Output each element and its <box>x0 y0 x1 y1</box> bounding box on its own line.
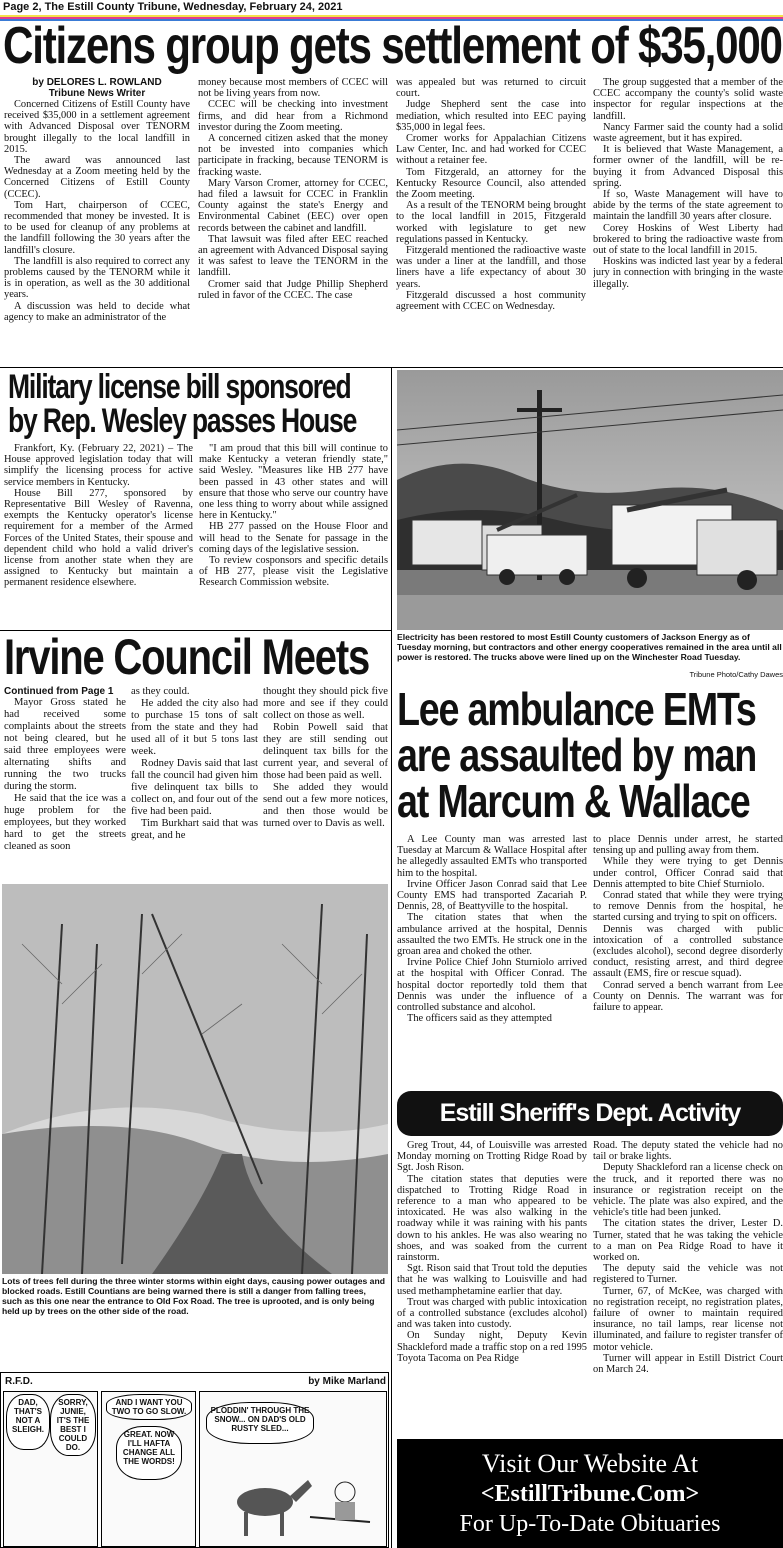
paragraph: Trout was charged with public intoxication of a controlled substance (excludes alcohol) and was taken into custody. <box>397 1296 587 1331</box>
story2-headline-box <box>4 370 388 440</box>
paragraph: A discussion was held to decide what agency to make an administrator of the <box>4 300 190 323</box>
paragraph: Cromer works for Appalachian Citizens Law Center, Inc. and had worked for CCEC without a retainer fee. <box>396 133 586 167</box>
paragraph: Judge Shepherd sent the case into mediation, which resulted into EEC paying $35,000 in legal fees. <box>396 99 586 133</box>
paragraph: That lawsuit was filed after EEC reached an agreement with Advanced Disposal saying it was safest to leave the TENORM in the landfill. <box>198 233 388 279</box>
story3-headline: Irvine Council Meets <box>4 632 369 684</box>
speech-bubble: DAD, THAT'S NOT A SLEIGH. <box>6 1394 50 1450</box>
paragraph: CCEC will be checking into investment firms, and did hear from a Richmond investor during the Zoom meeting. <box>198 99 388 133</box>
column-divider <box>391 368 392 1548</box>
paragraph: Turner, 67, of McKee, was charged with no registration receipt, no registration plates, failure of owner to maintain required insurance, no tail lamps, rear license not illuminated, and failure to register transfer of motor vehicle. <box>593 1285 783 1353</box>
comic-author: by Mike Marland <box>308 1376 386 1387</box>
paragraph: Hoskins was indicted last year by a federal jury in connection with bringing in the waste illegally. <box>593 256 783 290</box>
paragraph: Nancy Farmer said the county had a solid waste agreement, but it has expired. <box>593 121 783 145</box>
paragraph: to place Dennis under arrest, he started tensing up and pulling away from them. <box>593 834 783 857</box>
sheriff-col1 <box>397 1140 587 1436</box>
horse-and-sled-drawing <box>220 1462 380 1542</box>
speech-bubble: PLODDIN' THROUGH THE SNOW... ON DAD'S OLD RUSTY SLED... <box>206 1402 314 1444</box>
story3-headline-box <box>4 632 388 684</box>
story2-col1 <box>4 443 193 628</box>
paragraph: Tom Hart, chairperson of CCEC, recommended that money be invested. It is to be used for cleanup of any problems at the landfill following the 30 years after the landfill's closure. <box>4 199 190 256</box>
paragraph: Dennis was charged with public intoxication of a controlled substance (excludes alcohol), second degree disorderly conduct, resisting arrest, and third degree assault (EMS, fire or rescue squad). <box>593 923 783 980</box>
story4-headline-line1: Lee ambulance EMTs <box>397 686 756 735</box>
paragraph: Deputy Shackleford ran a license check on the truck, and it reported there was no insurance or registration receipt on the vehicle. The plate was also expired, and the vehicle's title had been junked. <box>593 1162 783 1219</box>
paragraph: Corey Hoskins of West Liberty had brokered to bring the radioactive waste from out of state to the local landfill in 2015. <box>593 222 783 257</box>
paragraph: Conrad served a bench warrant from Lee County on Dennis. The warrant was for failure to appear. <box>593 979 783 1014</box>
divider <box>0 630 391 631</box>
paragraph: A concerned citizen asked that the money not be invested into companies which participate in fracking, because TENORM is fracking waste. <box>198 133 388 178</box>
paragraph: Irvine Police Chief John Sturniolo arrived at the hospital with Officer Conrad. The hospital doctor reportedly told them that Dennis was under the influence of a controlled substance and alcohol. <box>397 957 587 1014</box>
paragraph: To review cosponsors and specific details of HB 277, please visit the Legislative Research Commission website. <box>199 555 388 589</box>
paragraph: money because most members of CCEC will not be living years from now. <box>198 77 388 100</box>
paragraph: The deputy said the vehicle was not registered to Turner. <box>593 1263 783 1286</box>
paragraph: Sgt. Rison said that Trout told the deputies that he was walking to Louisville and had used methamphetamine earlier that day. <box>397 1263 587 1297</box>
paragraph: Mayor Gross stated he had received some complaints about the streets not being cleared, but he said three employees were alternating shifts and running the two trucks during the storm. <box>4 697 126 792</box>
paragraph: While they were trying to get Dennis under control, Officer Conrad said that Dennis attempted to bite Chief Sturniolo. <box>593 856 783 890</box>
ad-line-1: Visit Our Website At <box>481 1449 699 1478</box>
paragraph: as they could. <box>131 686 190 697</box>
fallen-tree-caption: Lots of trees fell during the three winter storms within eight days, causing power outages and blocked roads. Estill Countians are being warned there is still a danger from falling trees, such as this one near the entrance to Old Fox Road. The tree is uprooted, and is only being held up by trees on the other side of the road. <box>2 1276 385 1316</box>
paragraph: The officers said as they attempted <box>407 1013 552 1025</box>
paragraph: The award was announced last Wednesday at a Zoom meeting held by the Concerned Citizens of Estill County (CCEC). <box>4 155 190 200</box>
paragraph: A Lee County man was arrested last Tuesday at Marcum & Wallace Hospital after he allegedly assaulted EMTs who transported him to the hospital. <box>397 834 587 879</box>
rfd-comic-strip <box>0 1372 389 1548</box>
fallen-tree-photo <box>2 884 388 1274</box>
byline-title: Tribune News Writer <box>48 88 146 99</box>
byline-name: by DELORES L. ROWLAND <box>32 77 162 88</box>
paragraph: She added they would send out a few more notices, and then those would be turned over to Davis as well. <box>263 782 388 829</box>
jump-line: Continued from Page 1 <box>4 686 114 697</box>
paragraph: Greg Trout, 44, of Louisville was arrested Monday morning on Trotting Ridge Road by Sgt. Josh Rison. <box>397 1140 587 1174</box>
story1-col1 <box>4 77 190 367</box>
paragraph: "I am proud that this bill will continue to make Kentucky a veteran friendly state," said Wesley. "Measures like HB 277 have been passed in 43 other states and will ensure that those who serve our country have one less thing to worry about while assigned here in Kentucky." <box>199 443 388 522</box>
story2-headline-line2: by Rep. Wesley passes House <box>8 402 357 440</box>
story1-col2 <box>198 77 388 367</box>
paragraph: was appealed but was returned to circuit court. <box>396 77 586 100</box>
story3-col2 <box>131 686 258 881</box>
speech-bubble: AND I WANT YOU TWO TO GO SLOW. <box>106 1394 192 1420</box>
paragraph: Conrad stated that while they were trying to remove Dennis from the hospital, he started cursing and trying to spit on officers. <box>593 890 783 924</box>
comic-panel-3 <box>199 1391 387 1547</box>
folio-line: Page 2, The Estill County Tribune, Wednesday, February 24, 2021 <box>3 1 343 13</box>
story1-headline: Citizens group gets settlement of $35,000 <box>3 20 782 75</box>
paragraph: If so, Waste Management will have to abide by the terms of the state agreement to maintain the landfill 30 years after closure. <box>593 189 783 223</box>
paragraph: thought they should pick five more and see if they could collect on those as well. <box>263 686 388 721</box>
story4-headline-line2: are assaulted by man <box>397 729 757 781</box>
website-ad <box>397 1439 783 1548</box>
paragraph: Mary Varson Cromer, attorney for CCEC, had filed a lawsuit for CCEC in Franklin County against the state's Energy and Environmental Cabinet (EEC) over open records between the cabinet and landfill. <box>198 177 388 234</box>
paragraph: The citation states that when the ambulance arrived at the hospital, Dennis assaulted the two EMTs. He struck one in the groan area and choked the other. <box>397 912 587 958</box>
paragraph: Concerned Citizens of Estill County have received $35,000 in a settlement agreement with Advanced Disposal over TENORM brought illegally to the local landfill in 2015. <box>4 99 190 155</box>
paragraph: The group suggested that a member of the CCEC accompany the county's solid waste inspector for regular inspections at the landfill. <box>593 77 783 122</box>
paragraph: Tim Burkhart said that was great, and he <box>131 818 258 841</box>
paragraph: It is believed that Waste Management, a former owner of the landfill, will be re-buying it from Advanced Disposal this spring. <box>593 144 783 189</box>
paragraph: Road. The deputy stated the vehicle had no tail or brake lights. <box>593 1140 783 1163</box>
paragraph: Cromer said that Judge Phillip Shepherd ruled in favor of the CCEC. The case <box>198 278 388 301</box>
story4-col2 <box>593 834 783 1086</box>
comic-panel-2 <box>101 1391 196 1547</box>
power-trucks-caption: Electricity has been restored to most Estill County customers of Jackson Energy as of Tuesday morning, but contractors and other energy cooperatives remained in the area until all power is restored. The trucks above were lined up on the Winchester Road Tuesday. <box>397 632 782 662</box>
story3-col3 <box>263 686 388 881</box>
paragraph: Tom Fitzgerald, an attorney for the Kentucky Resource Council, also attended the Zoom meeting. <box>396 166 586 201</box>
story1-col3 <box>396 77 586 367</box>
story1-col4 <box>593 77 783 367</box>
paragraph: The landfill is also required to correct any problems caused by the TENORM while it is in operation, as well as the 30 additional years. <box>4 255 190 301</box>
story3-col1 <box>4 686 126 881</box>
paragraph: He said that the ice was a huge problem for the employees, but they worked hard to get the streets cleaned as soon <box>4 793 126 852</box>
paragraph: Irvine Officer Jason Conrad said that Lee County EMS had transported Zacariah P. Dennis, 28, of Beattyville to the hospital. <box>397 878 587 913</box>
story2-col2 <box>199 443 388 628</box>
comic-panel-1 <box>3 1391 98 1547</box>
comic-title: R.F.D. <box>5 1376 33 1387</box>
paragraph: As a result of the TENORM being brought to the local landfill in 2015, Fitzgerald worked with legislature to get new regulations passed in Kentucky. <box>396 200 586 245</box>
story4-headline-box <box>397 686 783 826</box>
paragraph: Fitzgerald mentioned the radioactive waste was under a liner at the landfill, and those liners have a life expectancy of about 30 years. <box>396 245 586 290</box>
ad-line-3: For Up-To-Date Obituaries <box>459 1511 721 1537</box>
sheriff-col2 <box>593 1140 783 1436</box>
ad-website-link[interactable]: <EstillTribune.Com> <box>480 1481 700 1507</box>
speech-bubble: SORRY, JUNIE, IT'S THE BEST I COULD DO. <box>50 1394 96 1456</box>
paragraph: He added the city also had to purchase 15 tons of salt from the state and they had used all of it but 5 tons last week. <box>131 698 258 757</box>
speech-bubble: GREAT. NOW I'LL HAFTA CHANGE ALL THE WORDS! <box>116 1426 182 1480</box>
story1-headline-box <box>3 20 783 76</box>
story4-headline-line3: at Marcum & Wallace <box>397 775 750 826</box>
paragraph: The citation states that deputies were dispatched to Trotting Ridge Road in reference to a man who appeared to be intoxicated. He was also walking in the roadway while it was raining with his pants down to his ankles. He was also wearing no shoes, and was soaked from the current rainstorm. <box>397 1173 587 1264</box>
paragraph: On Sunday night, Deputy Kevin Shackleford made a traffic stop on a red 1995 Toyota Tacoma on Pea Ridge <box>397 1330 587 1364</box>
story2-headline-line1: Military license bill sponsored <box>8 370 351 406</box>
story4-col1 <box>397 834 587 1086</box>
paragraph: Turner will appear in Estill District Court on March 24. <box>593 1352 783 1376</box>
sheriff-activity-banner: Estill Sheriff's Dept. Activity <box>397 1091 783 1136</box>
paragraph: Frankfort, Ky. (February 22, 2021) – The House approved legislation today that will simplify the licensing process for active service members in Kentucky. <box>4 443 193 488</box>
paragraph: Robin Powell said that they are still sending out delinquent tax bills for the current year, and several of those had been paid as well. <box>263 722 388 781</box>
paragraph: The citation states the driver, Lester D. Turner, stated that he was taking the vehicle to a man on Pea Ridge Road to have it worked on. <box>593 1218 783 1264</box>
power-trucks-photo <box>397 370 783 630</box>
paragraph: House Bill 277, sponsored by Representative Bill Wesley of Ravenna, exempts the Kentucky operator's license requirement for a member of the Armed Forces of the United States, their spouse and dependent child who hold a valid driver's license from another state when they are assigned to Kentucky but maintain a permanent residence elsewhere. <box>4 487 193 589</box>
paragraph: Fitzgerald discussed a host community agreement with CCEC on Wednesday. <box>396 289 586 313</box>
paragraph: HB 277 passed on the House Floor and will head to the Senate for passage in the coming days of the legislative session. <box>199 521 388 555</box>
paragraph: Rodney Davis said that last fall the council had given him five delinquent tax bills to collect on, and four out of the five had been paid. <box>131 758 258 817</box>
photo-credit: Tribune Photo/Cathy Dawes <box>689 670 783 679</box>
